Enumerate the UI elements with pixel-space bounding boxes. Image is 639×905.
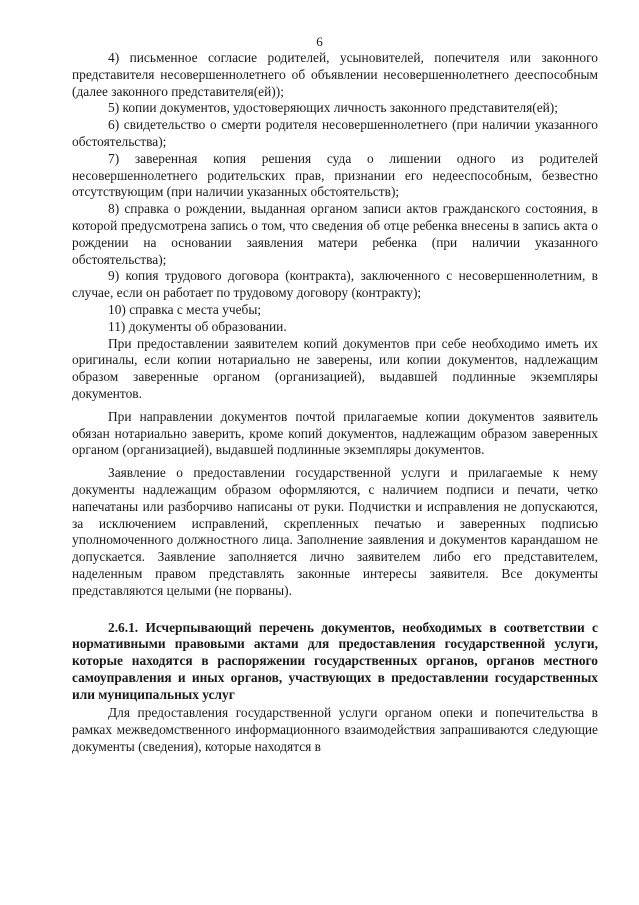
paragraph: При направлении документов почтой прилагаемые копии документов заявитель обязан нотариально заверить, кроме копий документов, надлежащим образом заверенных органом (организацией), выдавшей подлинные экземпляры документов. [72,408,598,458]
section-heading [72,620,598,704]
paragraph: Заявление о предоставлении государственной услуги и прилагаемые к нему документы надлежащим образом оформляются, с наличием подписи и печати, четко напечатаны или разборчиво написаны от руки. Подчистки и исправления не допускаются, за исключением исправлений, скрепленных печатью и заверенных подписью уполномоченного должностного лица. Заполнение заявления и документов карандашом не допускается. Заявление заполняется лично заявителем либо его представителем, наделенным правом представлять законные интересы заявителя. Все документы представляются целыми (не порваны). [72,465,598,598]
section-number: 2.6.1. [108,619,139,635]
list-item: 8) справка о рождении, выданная органом записи актов гражданского состояния, в которой предусмотрена запись о том, что сведения об отце ребенка внесены в запись акта о рождении на основании заявления матери ребенка (при наличии указанного обстоятельства); [72,201,598,267]
list-item: 11) документы об образовании. [108,318,287,334]
section-title: Исчерпывающий перечень документов, необходимых в соответствии с нормативными правовыми актами для предоставления государственной услуги, которые находятся в распоряжении государственных органов, органов местного самоуправления и иных органов, участвующих в предоставлении государственных или муниципальных услуг [72,619,598,702]
paragraph: При предоставлении заявителем копий документов при себе необходимо иметь их оригиналы, если копии нотариально не заверены, или копии документов, надлежащим образом заверенные органом (организацией), выдавшей подлинные экземпляры документов. [72,335,598,401]
list-item: 4) письменное согласие родителей, усыновителей, попечителя или законного представителя несовершеннолетнего об объявлении несовершеннолетнего дееспособным (далее законного представителя(ей)); [72,50,598,99]
list-item: 6) свидетельство о смерти родителя несовершеннолетнего (при наличии указанного обстоятельства); [72,117,598,149]
paragraph: Для предоставления государственной услуги органом опеки и попечительства в рамках межведомственного информационного взаимодействия запрашиваются следующие документы (сведения), которые находятся в [72,705,598,755]
list-item: 5) копии документов, удостоверяющих личность законного представителя(ей); [108,100,558,116]
document-body [72,50,598,756]
page-number: 6 [316,34,323,49]
list-item: 9) копия трудового договора (контракта), заключенного с несовершеннолетним, в случае, если он работает по трудовому договору (контракту); [72,268,598,301]
list-item: 10) справка с места учебы; [108,301,262,317]
list-item: 7) заверенная копия решения суда о лишении одного из родителей несовершеннолетнего родительских прав, признании его недееспособным, безвестно отсутствующим (при наличии указанных обстоятельств); [72,150,598,200]
